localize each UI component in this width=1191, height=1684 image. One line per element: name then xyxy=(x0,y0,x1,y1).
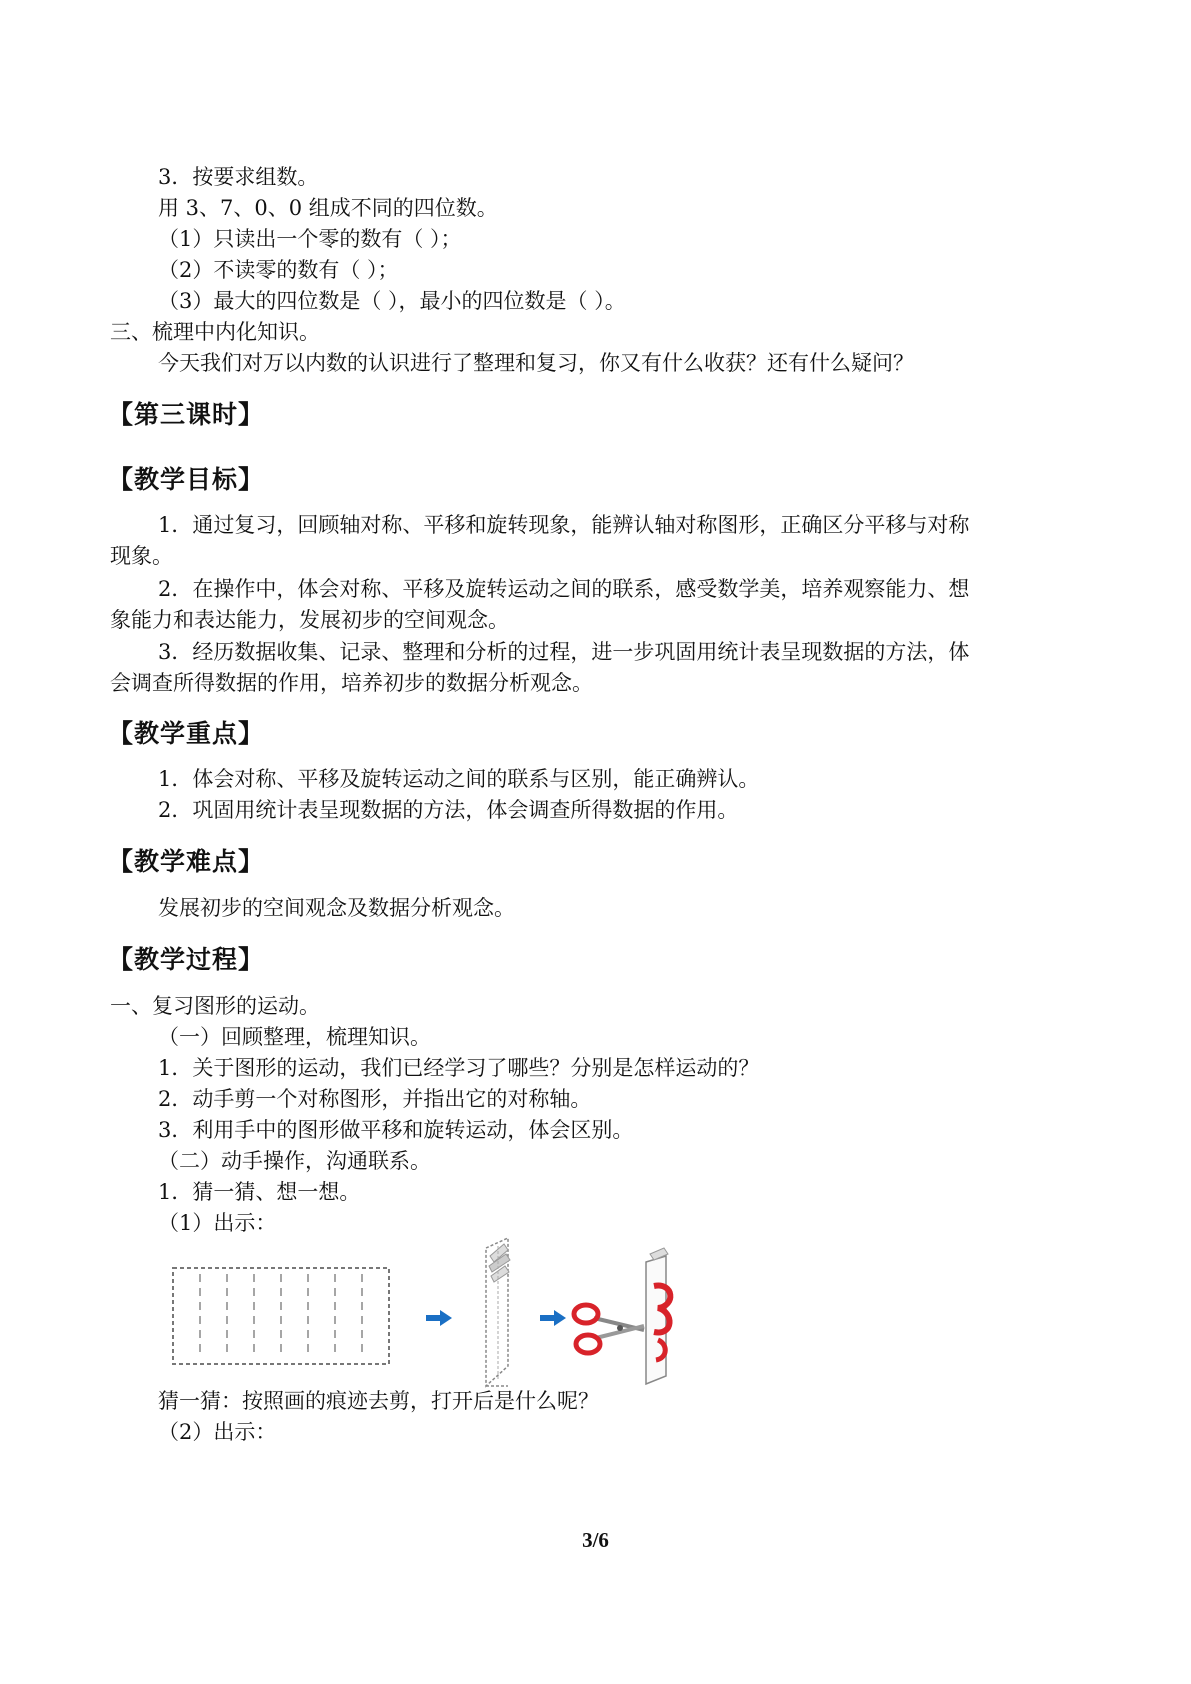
paragraph: 3．利用手中的图形做平移和旋转运动，体会区别。 xyxy=(158,1118,634,1142)
paragraph: 今天我们对万以内数的认识进行了整理和复习，你又有什么收获？还有什么疑问？ xyxy=(158,351,914,375)
paper-cutting-figure xyxy=(168,1236,708,1394)
paragraph: （二）动手操作，沟通联系。 xyxy=(158,1149,431,1173)
heading-key-points: 【教学重点】 xyxy=(108,719,265,748)
heading-objectives: 【教学目标】 xyxy=(108,465,265,494)
paragraph: 用 3、7、0、0 组成不同的四位数。 xyxy=(158,196,498,220)
paragraph: 现象。 xyxy=(110,544,173,568)
paragraph: （2）不读零的数有（ ）； xyxy=(158,258,399,282)
arrow-right-icon xyxy=(426,1310,452,1326)
scissors-icon xyxy=(574,1305,644,1353)
paragraph: 1．关于图形的运动，我们已经学习了哪些？分别是怎样运动的？ xyxy=(158,1056,760,1080)
paragraph: （一）回顾整理，梳理知识。 xyxy=(158,1025,431,1049)
scissors-cutting xyxy=(574,1248,670,1384)
paragraph: 2．巩固用统计表呈现数据的方法，体会调查所得数据的作用。 xyxy=(158,798,739,822)
heading-difficulties: 【教学难点】 xyxy=(108,847,265,876)
paragraph: 会调查所得数据的作用，培养初步的数据分析观念。 xyxy=(110,671,593,695)
folded-paper xyxy=(486,1238,510,1386)
arrow-right-icon xyxy=(540,1310,566,1326)
paragraph: （1）只读出一个零的数有（ ）； xyxy=(158,227,462,251)
paragraph: 1．体会对称、平移及旋转运动之间的联系与区别，能正确辨认。 xyxy=(158,767,760,791)
section-title: 三、梳理中内化知识。 xyxy=(110,320,320,344)
paragraph: （2）出示： xyxy=(158,1420,277,1444)
paragraph: 发展初步的空间观念及数据分析观念。 xyxy=(158,896,515,920)
paragraph: （3）最大的四位数是（ ），最小的四位数是（ ）。 xyxy=(158,289,626,313)
heading-lesson: 【第三课时】 xyxy=(108,400,265,429)
paragraph: 象能力和表达能力，发展初步的空间观念。 xyxy=(110,608,509,632)
page-number: 3/6 xyxy=(582,1528,609,1552)
dashed-paper-strip xyxy=(173,1268,389,1364)
paragraph: 3．按要求组数。 xyxy=(158,165,319,189)
paragraph: 2．动手剪一个对称图形，并指出它的对称轴。 xyxy=(158,1087,592,1111)
paragraph: 猜一猜：按照画的痕迹去剪，打开后是什么呢？ xyxy=(158,1389,599,1413)
section-title: 一、复习图形的运动。 xyxy=(110,994,320,1018)
paragraph: 1．猜一猜、想一想。 xyxy=(158,1180,361,1204)
paragraph: （1）出示： xyxy=(158,1211,277,1235)
paragraph: 3．经历数据收集、记录、整理和分析的过程，进一步巩固用统计表呈现数据的方法，体 xyxy=(158,640,970,664)
heading-process: 【教学过程】 xyxy=(108,945,265,974)
paragraph: 2．在操作中，体会对称、平移及旋转运动之间的联系，感受数学美，培养观察能力、想 xyxy=(158,577,970,601)
paragraph: 1．通过复习，回顾轴对称、平移和旋转现象，能辨认轴对称图形，正确区分平移与对称 xyxy=(158,513,970,537)
